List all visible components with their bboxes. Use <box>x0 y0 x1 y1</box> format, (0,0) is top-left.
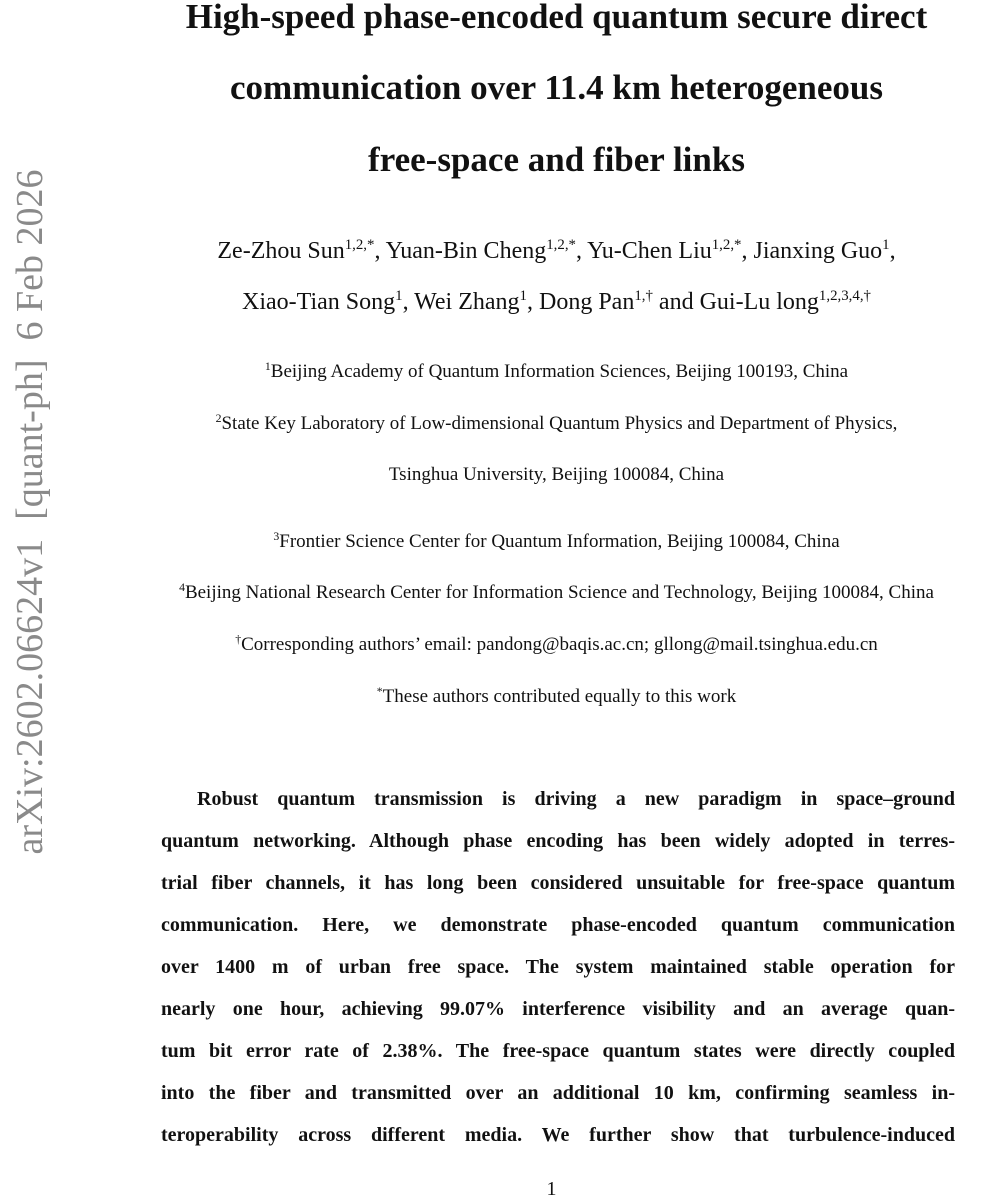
author: Dong Pan$^{1,\dagger}$ and <box>538 288 700 315</box>
title-line: free-space and fiber links <box>368 140 745 179</box>
affiliation: Tsinghua University, Beijing 100084, China <box>388 464 725 485</box>
author: Xiao-Tian Song$^1$, <box>242 288 415 315</box>
author: Yuan-Bin Cheng$^{1,2,*}$, <box>385 237 588 264</box>
author: Yu-Chen Liu$^{1,2,*}$, <box>587 237 754 264</box>
author: Ze-Zhou Sun$^{1,2,*}$, <box>217 237 386 264</box>
abstract-line: tum bit error rate of 2.38%. The free-space quantum states were directly coupled <box>161 1040 955 1062</box>
abstract-line: trial fiber channels, it has long been considered unsuitable for free-space quantum <box>161 872 955 894</box>
title-line: High-speed phase-encoded quantum secure direct <box>185 0 928 36</box>
title-line: communication over 11.4 km heterogeneous <box>230 68 883 107</box>
abstract-line: over 1400 m of urban free space. The system maintained stable operation for <box>161 956 955 978</box>
authors-line-1 <box>130 236 983 266</box>
authors-line-2 <box>130 287 983 317</box>
author: Gui-Lu long$^{1,2,3,4,\dagger}$ <box>699 288 871 315</box>
abstract-line: quantum networking. Although phase encoding has been widely adopted in terres- <box>161 830 955 852</box>
abstract-line: Robust quantum transmission is driving a new paradigm in space–ground <box>197 788 955 810</box>
arxiv-id: arXiv:2602.06624v1 <box>9 538 51 855</box>
affiliation: $^2$State Key Laboratory of Low-dimensional Quantum Physics and Department of Physics, <box>215 411 898 434</box>
equal-contribution-note: *These authors contributed equally to this work <box>376 684 737 707</box>
affiliation: $^3$Frontier Science Center for Quantum Information, Beijing 100084, China <box>273 529 840 552</box>
abstract-line: nearly one hour, achieving 99.07% interference visibility and an average quan- <box>161 998 955 1020</box>
abstract-line: teroperability across different media. We further show that turbulence-induced <box>161 1124 955 1146</box>
author: Jianxing Guo$^1$, <box>753 237 896 264</box>
arxiv-date: 6 Feb 2026 <box>9 169 51 341</box>
page-number: 1 <box>546 1178 557 1200</box>
abstract-line: into the fiber and transmitted over an additional 10 km, confirming seamless in- <box>161 1082 955 1104</box>
corresponding-email: †Corresponding authors’ email: pandong@baqis.ac.cn; gllong@mail.tsinghua.edu.cn <box>235 632 878 655</box>
affiliation: $^4$Beijing National Research Center for Information Science and Technology, Beijing 100084, China <box>179 580 934 603</box>
affiliation: $^1$Beijing Academy of Quantum Information Sciences, Beijing 100193, China <box>264 359 849 382</box>
abstract-line: communication. Here, we demonstrate phase-encoded quantum communication <box>161 914 955 936</box>
author: Wei Zhang$^1$, <box>414 288 539 315</box>
arxiv-stamp <box>8 170 52 855</box>
arxiv-category: [quant-ph] <box>9 359 51 520</box>
